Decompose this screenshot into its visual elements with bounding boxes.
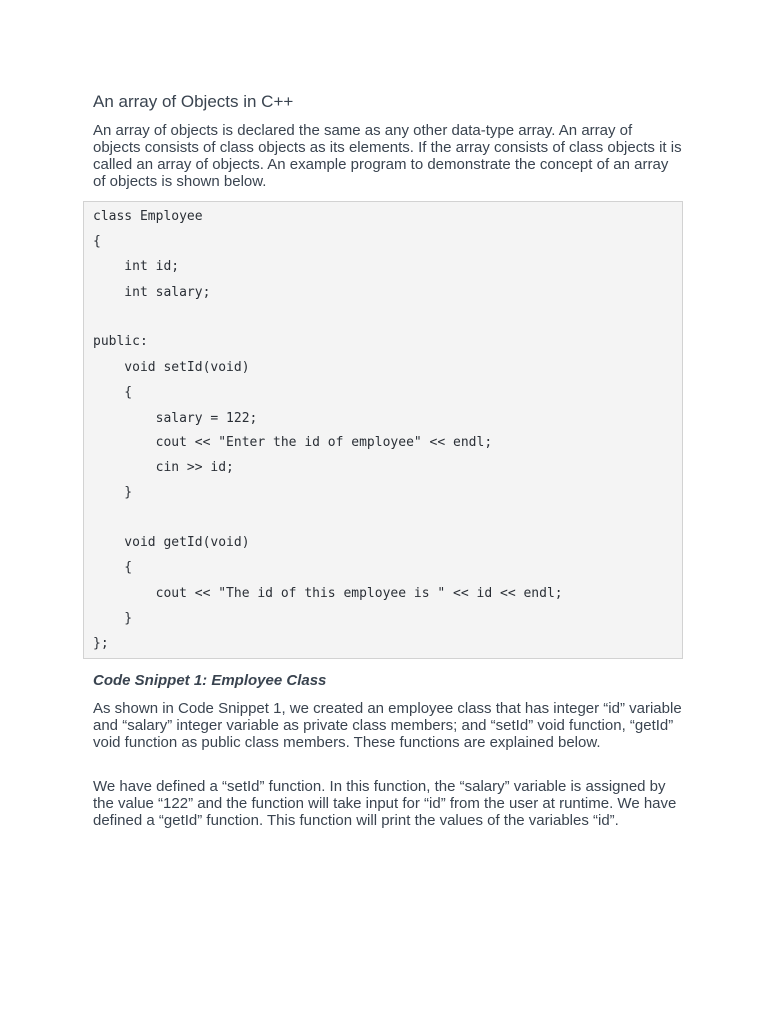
document-title: An array of Objects in C++: [93, 92, 294, 111]
code-block: [83, 201, 683, 659]
code-line: {: [93, 385, 133, 400]
code-line: {: [93, 560, 133, 575]
code-line: int id;: [93, 259, 180, 274]
code-line: cout << "Enter the id of employee" << endl;: [93, 435, 493, 450]
explanation-paragraph: As shown in Code Snippet 1, we created an employee class that has integer “id” variable and “salary” integer variable as private class members; and “setId” void function, “getId” void function as public class members. These functions are explained below.: [93, 700, 682, 751]
code-line: void setId(void): [93, 360, 250, 375]
code-line: }: [93, 611, 133, 626]
code-line: cout << "The id of this employee is " << id << endl;: [93, 586, 563, 601]
code-line: }: [93, 485, 133, 500]
code-line: };: [93, 636, 109, 651]
code-line: class Employee: [93, 209, 203, 224]
code-line: salary = 122;: [93, 411, 258, 426]
function-description-paragraph: We have defined a “setId” function. In this function, the “salary” variable is assigned by the value “122” and the function will take input for “id” from the user at runtime. We have defined a “getId” function. This function will print the values of the variables “id”.: [93, 778, 677, 829]
intro-paragraph: An array of objects is declared the same as any other data-type array. An array of objects consists of class objects as its elements. If the array consists of class objects it is called an array of objects. An example program to demonstrate the concept of an array of objects is shown below.: [93, 122, 682, 190]
code-line: void getId(void): [93, 535, 250, 550]
code-line: cin >> id;: [93, 460, 234, 475]
code-line: int salary;: [93, 285, 211, 300]
code-line: {: [93, 234, 101, 249]
code-caption: Code Snippet 1: Employee Class: [93, 672, 327, 689]
code-line: public:: [93, 334, 148, 349]
